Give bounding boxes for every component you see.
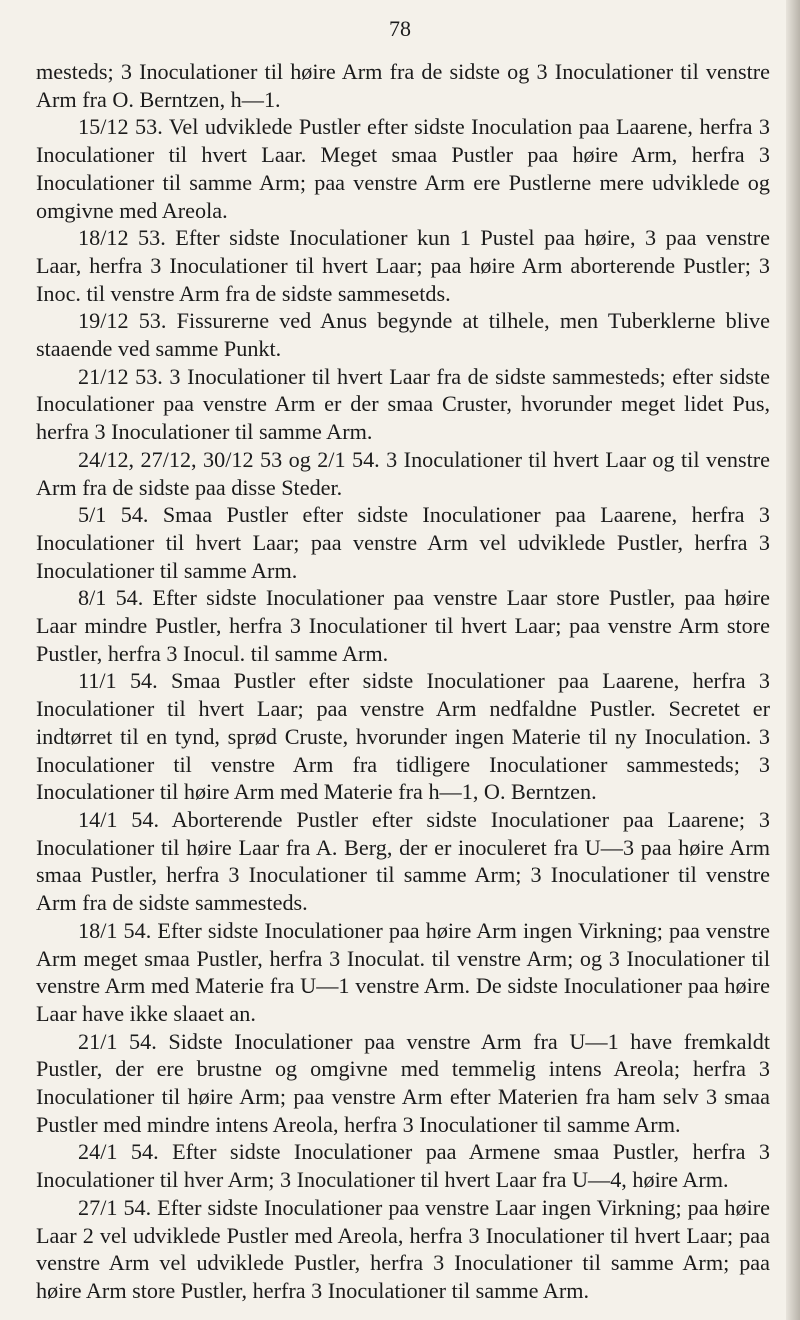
paragraph: 24/1 54. Efter sidste Inoculationer paa Armene smaa Pustler, herfra 3 Inoculationer til hver Arm; 3 Inoculationer til hvert Laar fra U—4, høire Arm. xyxy=(36,1139,770,1193)
paragraph: 14/1 54. Aborterende Pustler efter sidste Inoculationer paa Laarene; 3 Inoculationer til høire Laar fra A. Berg, der er inoculeret fra U—3 paa høire Arm smaa Pustler, herfra 3 Inoculationer til samme Arm; 3 Inoculationer til venstre Arm fra de sidste sammesteds. xyxy=(36,806,770,916)
paragraph: 19/12 53. Fissurerne ved Anus begynde at tilhele, men Tuberklerne blive staaende ved samme Punkt. xyxy=(36,308,770,362)
paragraph: 15/12 53. Vel udviklede Pustler efter sidste Inoculation paa Laarene, herfra 3 Inoculationer til hvert Laar. Meget smaa Pustler paa høire Arm, herfra 3 Inoculationer til samme Arm; paa venstre Arm ere Pustlerne mere udviklede og omgivne med Areola. xyxy=(36,114,770,223)
paragraph: 18/1 54. Efter sidste Inoculationer paa høire Arm ingen Virkning; paa venstre Arm meget smaa Pustler, herfra 3 Inoculat. til venstre Arm; og 3 Inoculationer til venstre Arm med Materie fra U—1 venstre Arm. De sidste Inoculationer paa høire Laar have ikke slaaet an. xyxy=(36,917,770,1026)
paragraph: 24/12, 27/12, 30/12 53 og 2/1 54. 3 Inoculationer til hvert Laar og til venstre Arm fra de sidste paa disse Steder. xyxy=(36,446,770,500)
paragraph: 11/1 54. Smaa Pustler efter sidste Inoculationer paa Laarene, herfra 3 Inoculationer til hvert Laar; paa venstre Arm nedfaldne Pustler. Secretet er indtørret til en tynd, sprød Cruste, hvorunder ingen Materie til ny Inoculation. 3 Inoculationer til venstre Arm fra tidligere Inoculationer sammesteds; 3 Inoculationer til høire Arm med Materie fra h—1, O. Berntzen. xyxy=(36,668,770,805)
page-number: 78 xyxy=(389,16,411,41)
paragraph: mesteds; 3 Inoculationer til høire Arm fra de sidste og 3 Inoculationer til venstre Arm fra O. Berntzen, h—1. xyxy=(36,59,770,112)
page-edge xyxy=(786,0,800,1320)
paragraph: 8/1 54. Efter sidste Inoculationer paa venstre Laar store Pustler, paa høire Laar mindre Pustler, herfra 3 Inoculationer til hvert Laar; paa venstre Arm store Pustler, herfra 3 Inocul. til samme Arm. xyxy=(36,585,770,666)
document-body xyxy=(36,58,770,1305)
paragraph: 5/1 54. Smaa Pustler efter sidste Inoculationer paa Laarene, herfra 3 Inoculationer til hvert Laar; paa venstre Arm vel udviklede Pustler, herfra 3 Inoculationer til samme Arm. xyxy=(36,502,770,583)
paragraph: 21/12 53. 3 Inoculationer til hvert Laar fra de sidste sammesteds; efter sidste Inoculationer paa venstre Arm er der smaa Cruster, hvorunder meget lidet Pus, herfra 3 Inoculationer til samme Arm. xyxy=(36,363,770,445)
paragraph: 27/1 54. Efter sidste Inoculationer paa venstre Laar ingen Virkning; paa høire Laar 2 vel udviklede Pustler med Areola, herfra 3 Inoculationer til hvert Laar; paa venstre Arm vel udviklede Pustler, herfra 3 Inoculationer til samme Arm; paa høire Arm store Pustler, herfra 3 Inoculationer til samme Arm. xyxy=(36,1194,770,1303)
paragraph: 21/1 54. Sidste Inoculationer paa venstre Arm fra U—1 have fremkaldt Pustler, der ere brustne og omgivne med temmelig intens Areola; herfra 3 Inoculationer til høire Arm; paa venstre Arm efter Materien fra ham selv 3 smaa Pustler med mindre intens Areola, herfra 3 Inoculationer til samme Arm. xyxy=(36,1028,770,1137)
paragraph: 18/12 53. Efter sidste Inoculationer kun 1 Pustel paa høire, 3 paa venstre Laar, herfra 3 Inoculationer til hvert Laar; paa høire Arm aborterende Pustler; 3 Inoc. til venstre Arm fra de sidste sammesetds. xyxy=(36,225,770,306)
